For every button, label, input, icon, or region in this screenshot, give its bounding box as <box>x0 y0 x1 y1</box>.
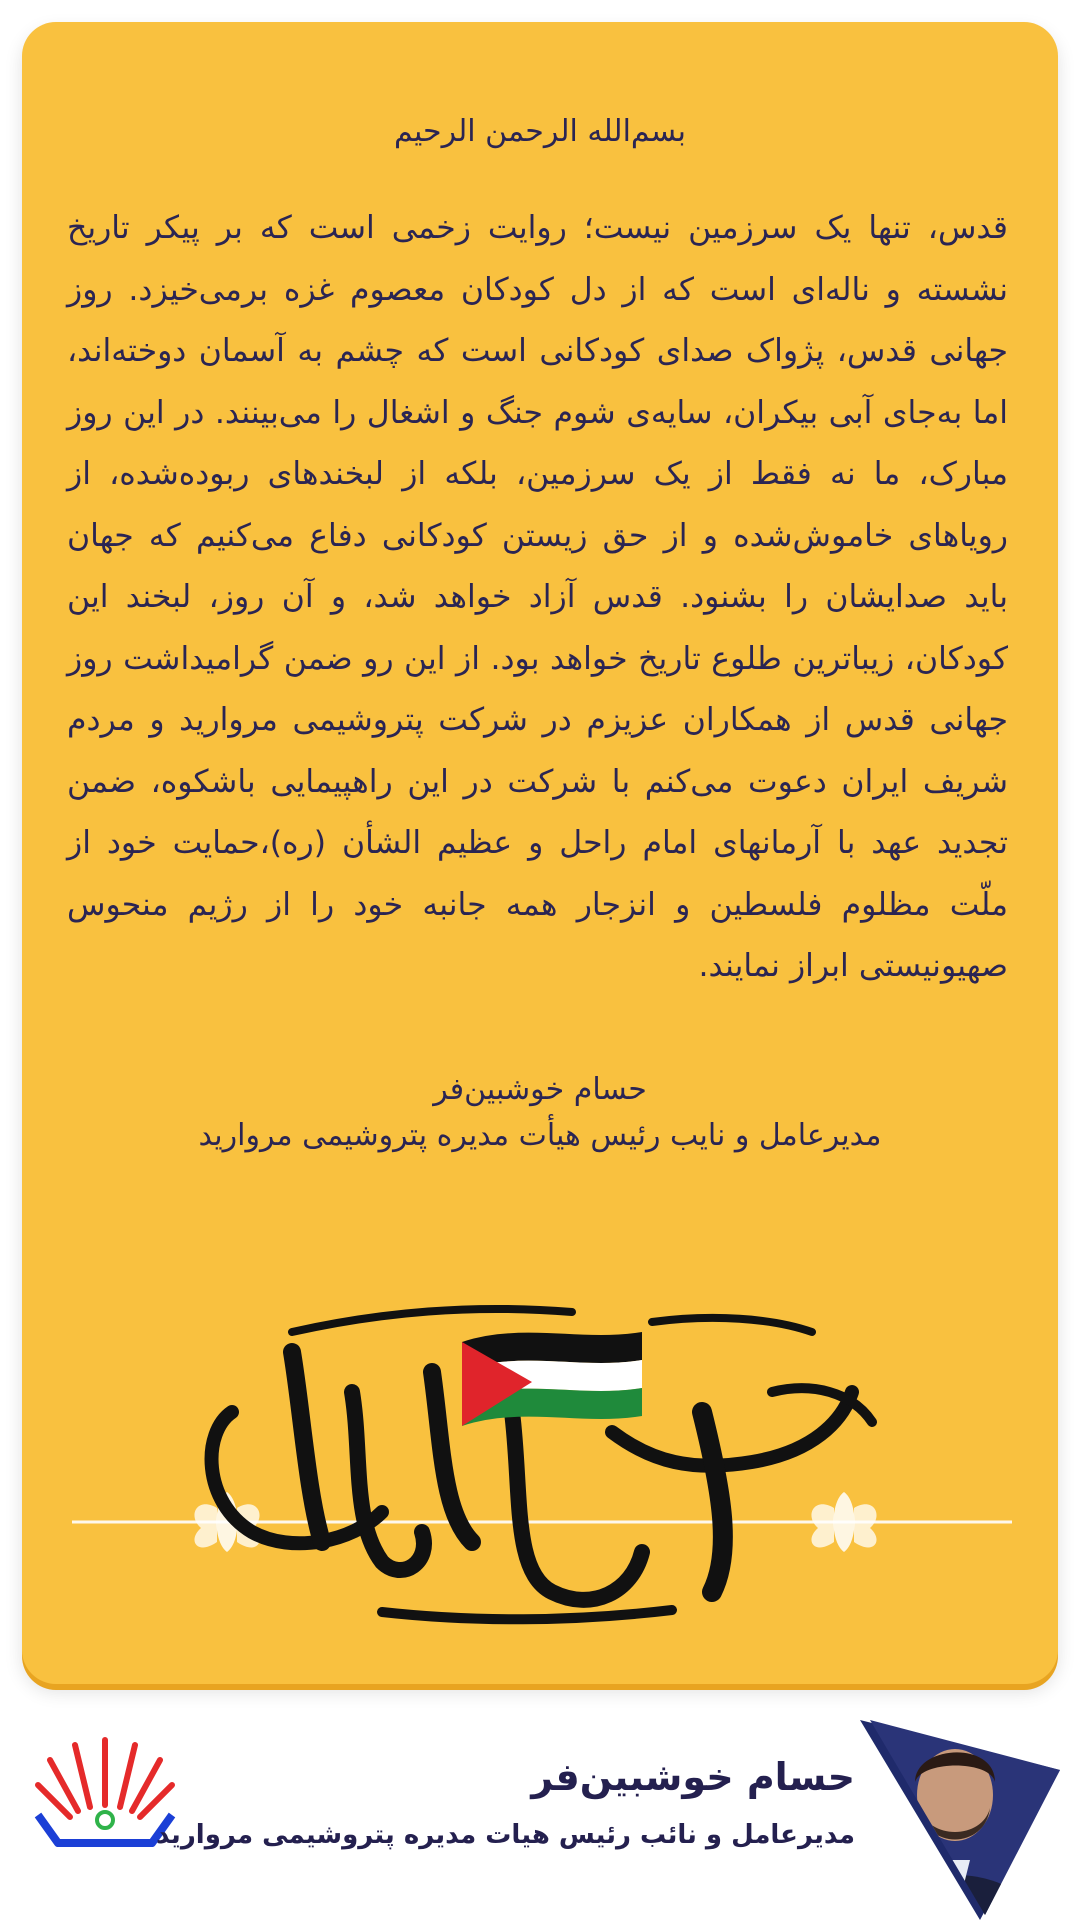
ornament-icon <box>811 1492 876 1552</box>
letter-body: قدس، تنها یک سرزمین نیست؛ روایت زخمی است که بر پیکر تاریخ نشسته و ناله‌ای است که از دل کودکان معصوم غزه برمی‌خیزد. روز جهانی قدس، پژواک صدای کودکانی است که چشم به آسمان دوخته‌اند، اما به‌جای آبی بیکران، سایه‌ی شوم جنگ و اشغال را می‌بینند. در این روز مبارک، ما نه فقط از یک سرزمین، بلکه از لبخندهای ربوده‌شده، از رویاهای خاموش‌شده و از حق زیستن کودکانی دفاع می‌کنیم که جهان باید صدایشان را بشنود. قدس آزاد خواهد شد، و آن روز، لبخند این کودکان، زیباترین طلوع تاریخ خواهد بود. از این رو ضمن گرامیداشت روز جهانی قدس از همکاران عزیزم در شرکت پتروشیمی مروارید و مردم شریف ایران دعوت می‌کنم با شرکت در این راهپیمایی باشکوه، ضمن تجدید عهد با آرمانهای امام راحل و عظیم الشأن (ره)،حمایت خود از ملّت مظلوم فلسطین و انزجار همه جانبه خود را از رژیم منحوس صهیونیستی ابراز نمایند. <box>67 210 1008 984</box>
palestine-flag-icon <box>462 1332 642 1426</box>
bismillah-heading: بسم‌الله الرحمن الرحیم <box>394 114 686 149</box>
al-quds-lana-calligraphy <box>52 1292 1028 1632</box>
signature-title: مدیرعامل و نایب رئیس هیأت مدیره پتروشیمی مروارید <box>198 1118 882 1153</box>
footer-name: حسام خوشبین‌فر <box>531 1755 855 1799</box>
portrait-photo <box>860 1690 1080 1920</box>
signature-name: حسام خوشبین‌فر <box>433 1072 647 1107</box>
letter-card <box>22 22 1058 1684</box>
footer-title: مدیرعامل و نائب رئیس هیات مدیره پتروشیمی مروارید <box>156 1820 855 1850</box>
